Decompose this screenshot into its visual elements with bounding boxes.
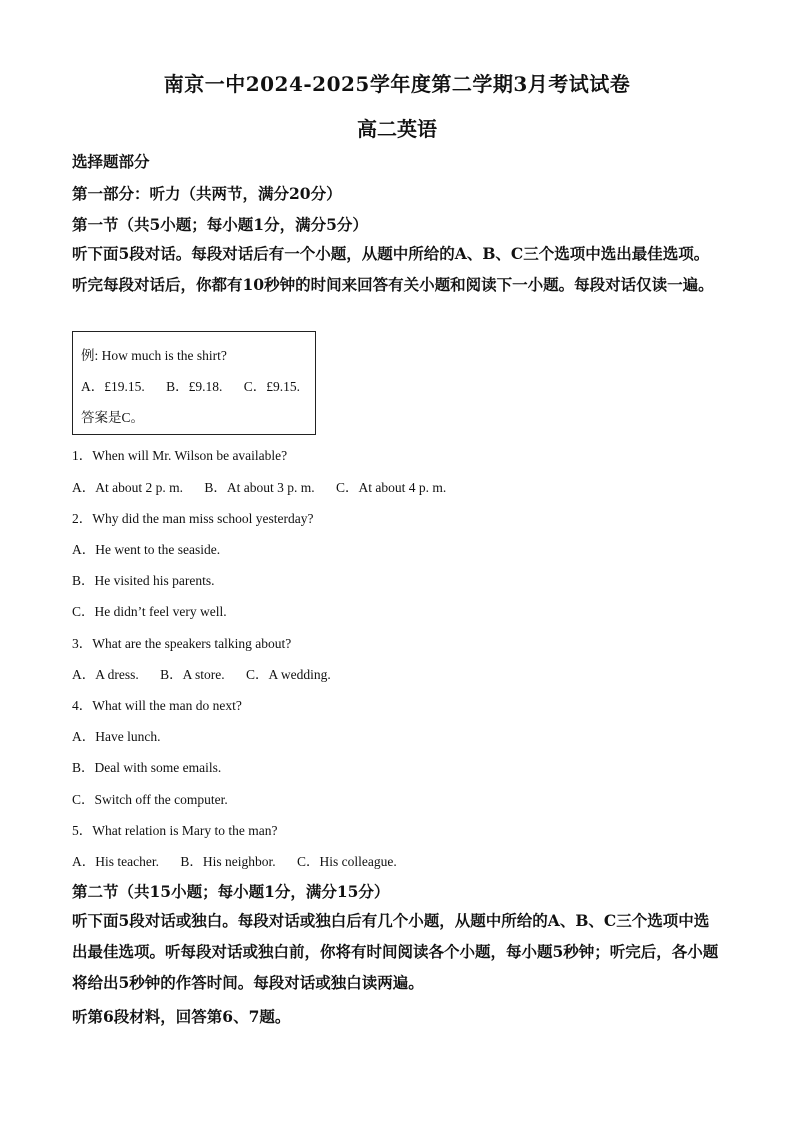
part1-heading: 第一部分：听力（共两节，满分20分）: [72, 184, 342, 203]
q2-option-b: B．He visited his parents.: [72, 573, 215, 588]
question-3-stem: 3．What are the speakers talking about?: [72, 636, 292, 651]
material-6-prompt: 听第6段材料，回答第6、7题。: [72, 1007, 291, 1026]
q1-option-c: C．At about 4 p. m.: [336, 480, 447, 495]
example-question: 例: How much is the shirt?: [81, 348, 227, 363]
example-box: [72, 331, 316, 435]
q1-option-b: B．At about 3 p. m.: [204, 480, 315, 495]
q4-option-b: B．Deal with some emails.: [72, 760, 222, 775]
question-3-options: [72, 663, 349, 683]
example-options: [81, 375, 300, 395]
part1-sec1-heading: 第一节（共5小题；每小题1分，满分5分）: [72, 215, 368, 234]
q5-option-b: B．His neighbor.: [180, 854, 276, 869]
example-option-c: C．£9.15.: [243, 379, 301, 394]
exam-subject: 高二英语: [357, 117, 437, 141]
question-5-stem: 5．What relation is Mary to the man?: [72, 823, 278, 838]
exam-title: 南京一中2024-2025学年度第二学期3月考试试卷: [163, 72, 631, 96]
section-heading-choice: 选择题部分: [72, 152, 150, 171]
q4-option-a: A．Have lunch.: [72, 729, 161, 744]
q4-option-c: C．Switch off the computer.: [72, 792, 228, 807]
q3-option-c: C．A wedding.: [246, 667, 331, 682]
question-1-options: [72, 476, 464, 496]
example-option-b: B．£9.18.: [166, 379, 223, 394]
part1-sec1-instructions: 听下面5段对话。每段对话后有一个小题，从题中所给的A、B、C三个选项中选出最佳选项。听完每段对话后，你都有10秒钟的时间来回答有关小题和阅读下一小题。每段对话仅读一遍。: [72, 244, 714, 294]
part1-sec2-instructions: 听下面5段对话或独白。每段对话或独白后有几个小题，从题中所给的A、B、C三个选项中选出最佳选项。听每段对话或独白前，你将有时间阅读各个小题，每小题5秒钟；听完后，各小题将给出5秒钟的作答时间。每段对话或独白读两遍。: [72, 911, 719, 992]
example-option-a: A．£19.15.: [81, 379, 145, 394]
q3-option-a: A．A dress.: [72, 667, 139, 682]
q2-option-a: A．He went to the seaside.: [72, 542, 221, 557]
question-2-stem: 2．Why did the man miss school yesterday?: [72, 511, 314, 526]
q1-option-a: A．At about 2 p. m.: [72, 480, 183, 495]
q2-option-c: C．He didn’t feel very well.: [72, 604, 227, 619]
q5-option-c: C．His colleague.: [297, 854, 397, 869]
q5-option-a: A．His teacher.: [72, 854, 159, 869]
part1-sec2-heading: 第二节（共15小题；每小题1分，满分15分）: [72, 882, 390, 901]
q3-option-b: B．A store.: [160, 667, 225, 682]
question-4-stem: 4．What will the man do next?: [72, 698, 242, 713]
question-1-stem: 1．When will Mr. Wilson be available?: [72, 448, 288, 463]
example-answer: 答案是C。: [81, 410, 145, 425]
question-5-options: [72, 850, 415, 870]
